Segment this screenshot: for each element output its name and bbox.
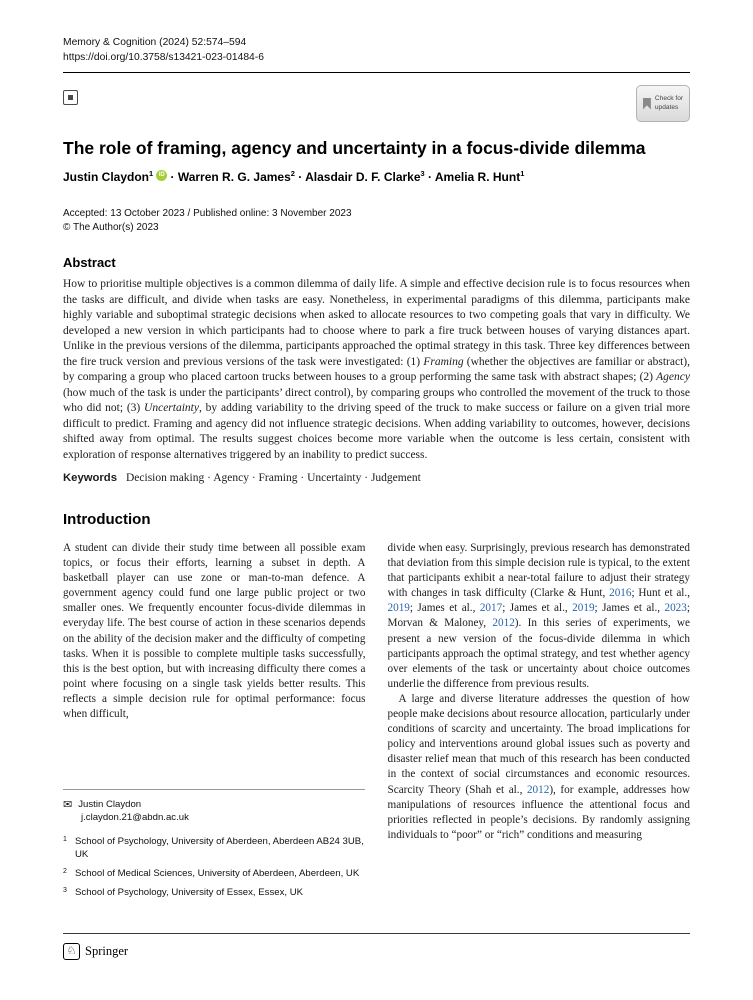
text-segment: Uncertainty	[144, 402, 199, 414]
text-segment: ; James et al.,	[594, 602, 665, 615]
citation-link[interactable]: 2017	[479, 602, 503, 615]
affiliation-text: School of Medical Sciences, University of Aberdeen, Aberdeen, UK	[75, 867, 360, 879]
citation-link[interactable]: 2023	[664, 602, 687, 615]
corresponding-author-name: Justin Claydon	[78, 799, 142, 810]
abstract-body	[63, 277, 690, 463]
keywords-text: Decision making · Agency · Framing · Uncertainty · Judgement	[126, 472, 421, 484]
affiliation-number: 1	[63, 835, 67, 843]
accepted-line: Accepted: 13 October 2023 / Published online: 3 November 2023	[63, 208, 352, 219]
text-segment: · Alasdair D. F. Clarke	[294, 170, 421, 184]
affiliation-text: School of Psychology, University of Essex, Essex, UK	[75, 886, 304, 898]
text-segment: · Warren R. G. James	[167, 170, 291, 184]
affiliation-number: 2	[63, 867, 67, 875]
text-segment: 1	[520, 169, 525, 178]
text-segment: Framing	[423, 355, 464, 368]
text-segment: ; James et al.,	[409, 602, 480, 615]
intro-paragraph-1-continued	[388, 541, 691, 692]
badge-line-1: Check for	[654, 94, 684, 102]
text-segment: (how much of the task is under the participants’ direct control), by comparing groups who controlled the movement of the truck to those who did not; (3)	[63, 386, 690, 414]
header-divider	[63, 72, 690, 73]
introduction-heading: Introduction	[63, 511, 151, 528]
corresponding-author-email[interactable]: j.claydon.21@abdn.ac.uk	[81, 811, 189, 823]
intro-right-column	[388, 541, 691, 843]
page-header	[63, 36, 690, 66]
article-type-icon	[63, 90, 78, 105]
copyright-line: © The Author(s) 2023	[63, 222, 159, 233]
footer-divider	[63, 933, 690, 934]
text-segment: ; Hunt et al.,	[631, 587, 690, 600]
affiliation-number: 3	[63, 886, 67, 894]
text-segment: 3	[420, 169, 425, 178]
envelope-icon: ✉	[63, 799, 73, 811]
text-segment: Agency	[656, 371, 690, 383]
citation-link[interactable]: 2012	[526, 783, 550, 796]
text-segment: How to prioritise multiple objectives is a common dilemma of daily life. A simple and effective decision rule is to focus resources when the tasks are difficult, and divide when tasks are easy. Nonetheless, in experimental paradigms of this dilemma, participants make highly variable and suboptimal strategic decisions when asked to allocate resources to two competing goals that vary in difficulty. We developed a new version in which participants had to choose where to park a fire truck between houses of varying distances apart. Unlike in the previous versions of the dilemma, participants approached the optimal strategy in this task. Three key differences between the fire truck version and previous versions of the task were investigated: (1)	[63, 278, 690, 368]
text-segment: , by adding variability to the driving speed of the truck to make success or failure on a given trial more difficult to predict. Framing and agency did not influence strategic decisions. When adding variability to outcomes, however, decisions shifted away from optimal. The results suggest choices become more variable when the outcome is less certain, consistent with exploration of response alternatives triggered by an inability to predict success.	[63, 402, 690, 461]
main-content	[63, 255, 690, 843]
text-segment: ; Morvan & Maloney,	[387, 602, 690, 630]
affiliation-text: School of Psychology, University of Aberdeen, Aberdeen AB24 3UB, UK	[75, 835, 364, 860]
article-type-icon-inner	[68, 95, 73, 100]
text-segment: ; James et al.,	[502, 602, 573, 615]
text-segment: (whether the objectives are familiar or abstract), by comparing a group who placed cartoon trucks between houses to a group performing the same task with abstract shapes; (2)	[63, 355, 690, 383]
badge-line-2: updates	[654, 103, 679, 111]
springer-knight-icon: ♘	[63, 943, 80, 960]
keywords-line	[63, 472, 690, 484]
page-title: The role of framing, agency and uncertainty in a focus-divide dilemma	[63, 137, 646, 158]
authors-line	[63, 169, 690, 184]
orcid-icon[interactable]: iD	[156, 170, 167, 181]
intro-paragraph-1: A student can divide their study time between all possible exam topics, or focus their efforts, learning a subset in depth. A basketball player can use zone or man-to-man defence. A government agency could fund one large public project or two smaller ones. We frequently encounter focus-divide dilemmas in everyday life. The best course of action in these scenarios depends on the ability of the decision maker and the difficulty of competing tasks. When it is possible to complete multiple tasks successfully, this is the best option, but with increasing difficulty there comes a point where focusing on a single task yields better results. This reflects a simple decision rule for optimal performance: focus when difficult,	[63, 542, 366, 721]
doi-link[interactable]: https://doi.org/10.3758/s13421-023-01484-6	[63, 51, 264, 63]
citation-link[interactable]: 2016	[609, 587, 632, 600]
text-segment: 1	[149, 169, 154, 178]
check-for-updates-badge[interactable]	[636, 85, 690, 122]
publisher-name: Springer	[85, 944, 129, 958]
publication-meta	[63, 207, 690, 235]
text-segment: ), for example, addresses how manipulations of resources influence the attentional focus and priorities reflected in people’s decisions. By randomly assigning individuals to “poor” or “rich” conditions and measuring	[387, 783, 690, 841]
journal-citation: Memory & Cognition (2024) 52:574–594	[63, 37, 247, 48]
text-segment: divide when easy. Surprisingly, previous research has demonstrated that deviation from this simple decision rule is typical, to the extent that participants exhibit a near-total failure to adjust their strategy with changes in task difficulty (Clarke & Hunt,	[387, 542, 690, 600]
intro-left-column	[63, 541, 366, 722]
publisher-logo	[63, 943, 128, 960]
text-segment: ). In this series of experiments, we present a new version of the focus-divide dilemma in which participants approach the optimal strategy, and test whether agency over elements of the task or uncertainty about choice outcomes underlie the difference from previous results.	[387, 617, 690, 690]
keywords-label: Keywords	[63, 472, 117, 484]
check-for-updates-label	[655, 95, 683, 112]
citation-link[interactable]: 2012	[492, 617, 515, 630]
affiliation-row	[63, 836, 365, 862]
citation-link[interactable]: 2019	[572, 602, 595, 615]
corresponding-author	[63, 799, 365, 812]
affiliation-row	[63, 887, 365, 900]
text-segment: 2	[290, 169, 295, 178]
text-segment: Justin Claydon	[63, 170, 150, 184]
affiliation-row	[63, 868, 365, 881]
abstract-heading: Abstract	[63, 255, 116, 270]
text-segment: A large and diverse literature addresses the question of how people make decisions about resource allocation, particularly under conditions of scarcity and uncertainty. The broad implications for policy and interventions around global issues such as poverty and disaster relief mean that much of this research has been conducted in the context of social circumstances and economic resources. Scarcity Theory (Shah et al.,	[387, 692, 690, 796]
text-segment: · Amelia R. Hunt	[424, 170, 521, 184]
footnotes-block	[63, 789, 365, 906]
crossmark-icon	[643, 98, 651, 110]
citation-link[interactable]: 2019	[387, 602, 410, 615]
intro-paragraph-2	[388, 692, 691, 843]
